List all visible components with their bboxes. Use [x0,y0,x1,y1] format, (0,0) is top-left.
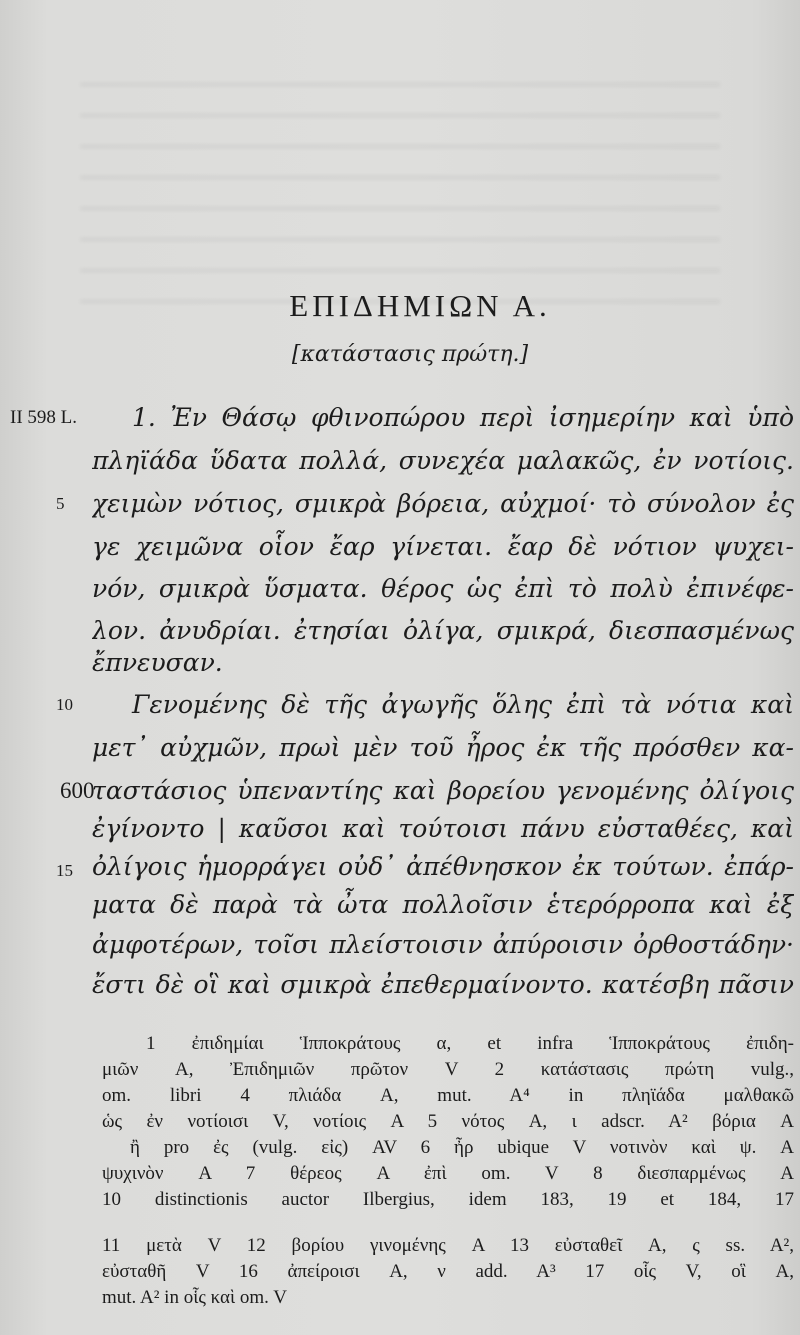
section-subtitle: [κατάστασις πρώτη.] [291,342,529,367]
text-line: ἐγίνοντο | καῦσοι καὶ τούτοισι πάνυ εὐσταθέες, καὶ [92,814,794,843]
footnote-line: 11 μετὰ V 12 βορίου γινομένης A 13 εὐσταθεῖ A, ς ss. A², [102,1235,794,1256]
footnote-line: ὡς ἐν νοτίοισι V, νοτίοις A 5 νότος A, ι adscr. A² βόρια A [102,1111,794,1132]
text-line: χειμὼν νότιος, σμικρὰ βόρεια, αὐχμοί· τὸ σύνολον ἐς [92,489,794,518]
line-number: 10 [56,695,73,714]
text-line: 1. Ἐν Θάσῳ φθινοπώρου περὶ ἰσημερίην καὶ ὑπὸ [132,403,794,432]
margin-page-number: 600 [60,778,95,803]
text-line: ὀλίγοις ἡμορράγει οὐδ᾽ ἀπέθνησκον ἐκ τούτων. ἐπάρ- [92,852,794,881]
line-number: 5 [56,494,65,513]
footnote-line: 1 ἐπιδημίαι Ἱπποκράτους α, et infra Ἱπποκράτους ἐπιδη- [146,1033,794,1054]
text-line: ἔστι δὲ οἳ καὶ σμικρὰ ἐπεθερμαίνοντο. κατέσβη πᾶσιν [92,970,794,999]
footnote-line: 10 distinctionis auctor Ilbergius, idem 183, 19 et 184, 17 [102,1189,794,1210]
text-line: νόν, σμικρὰ ὕσματα. θέρος ὡς ἐπὶ τὸ πολὺ ἐπινέφε- [92,574,794,603]
footnote-line: om. libri 4 πλιάδα A, mut. A⁴ in πληϊάδα μαλθακῶ [102,1085,794,1106]
margin-reference: II 598 L. [10,407,78,428]
text-line: ἔπνευσαν. [92,648,223,677]
text-line: γε χειμῶνα οἷον ἔαρ γίνεται. ἔαρ δὲ νότιον ψυχει- [92,532,794,561]
footnote-line: ψυχινὸν A 7 θέρεος A ἐπὶ om. V 8 διεσπαρμένως A [102,1163,794,1184]
line-number: 15 [56,861,73,880]
text-line: μετ᾽ αὐχμῶν, πρωὶ μὲν τοῦ ἦρος ἐκ τῆς πρόσθεν κα- [92,733,794,762]
text-line: ἀμφοτέρων, τοῖσι πλείστοισιν ἀπύροισιν ὀρθοστάδην· [92,930,794,959]
text-line: ματα δὲ παρὰ τὰ ὦτα πολλοῖσιν ἑτερόρροπα καὶ ἐξ [92,890,794,919]
text-line: λον. ἀνυδρίαι. ἐτησίαι ὀλίγα, σμικρά, διεσπασμένως [92,616,794,645]
footnote-line: ἢ pro ἐς (vulg. εἰς) AV 6 ἦρ ubique V νοτινὸν καὶ ψ. A [130,1137,794,1158]
footnote-line: εὐσταθῆ V 16 ἀπείροισι A, ν add. A³ 17 οἷς V, οἳ A, [102,1261,794,1282]
page-title: ΕΠΙΔΗΜΙΩΝ Α. [289,288,551,323]
footnote-line: μιῶν A, Ἐπιδημιῶν πρῶτον V 2 κατάστασις πρώτη vulg., [102,1059,794,1080]
text-line: ταστάσιος ὑπεναντίης καὶ βορείου γενομένης ὀλίγοις [92,776,794,805]
footnote-line: mut. A² in οἷς καὶ om. V [102,1287,287,1308]
text-line: Γενομένης δὲ τῆς ἀγωγῆς ὅλης ἐπὶ τὰ νότια καὶ [132,690,794,719]
text-line: πληϊάδα ὕδατα πολλά, συνεχέα μαλακῶς, ἐν νοτίοις. [92,446,794,475]
show-through-text [80,55,720,305]
